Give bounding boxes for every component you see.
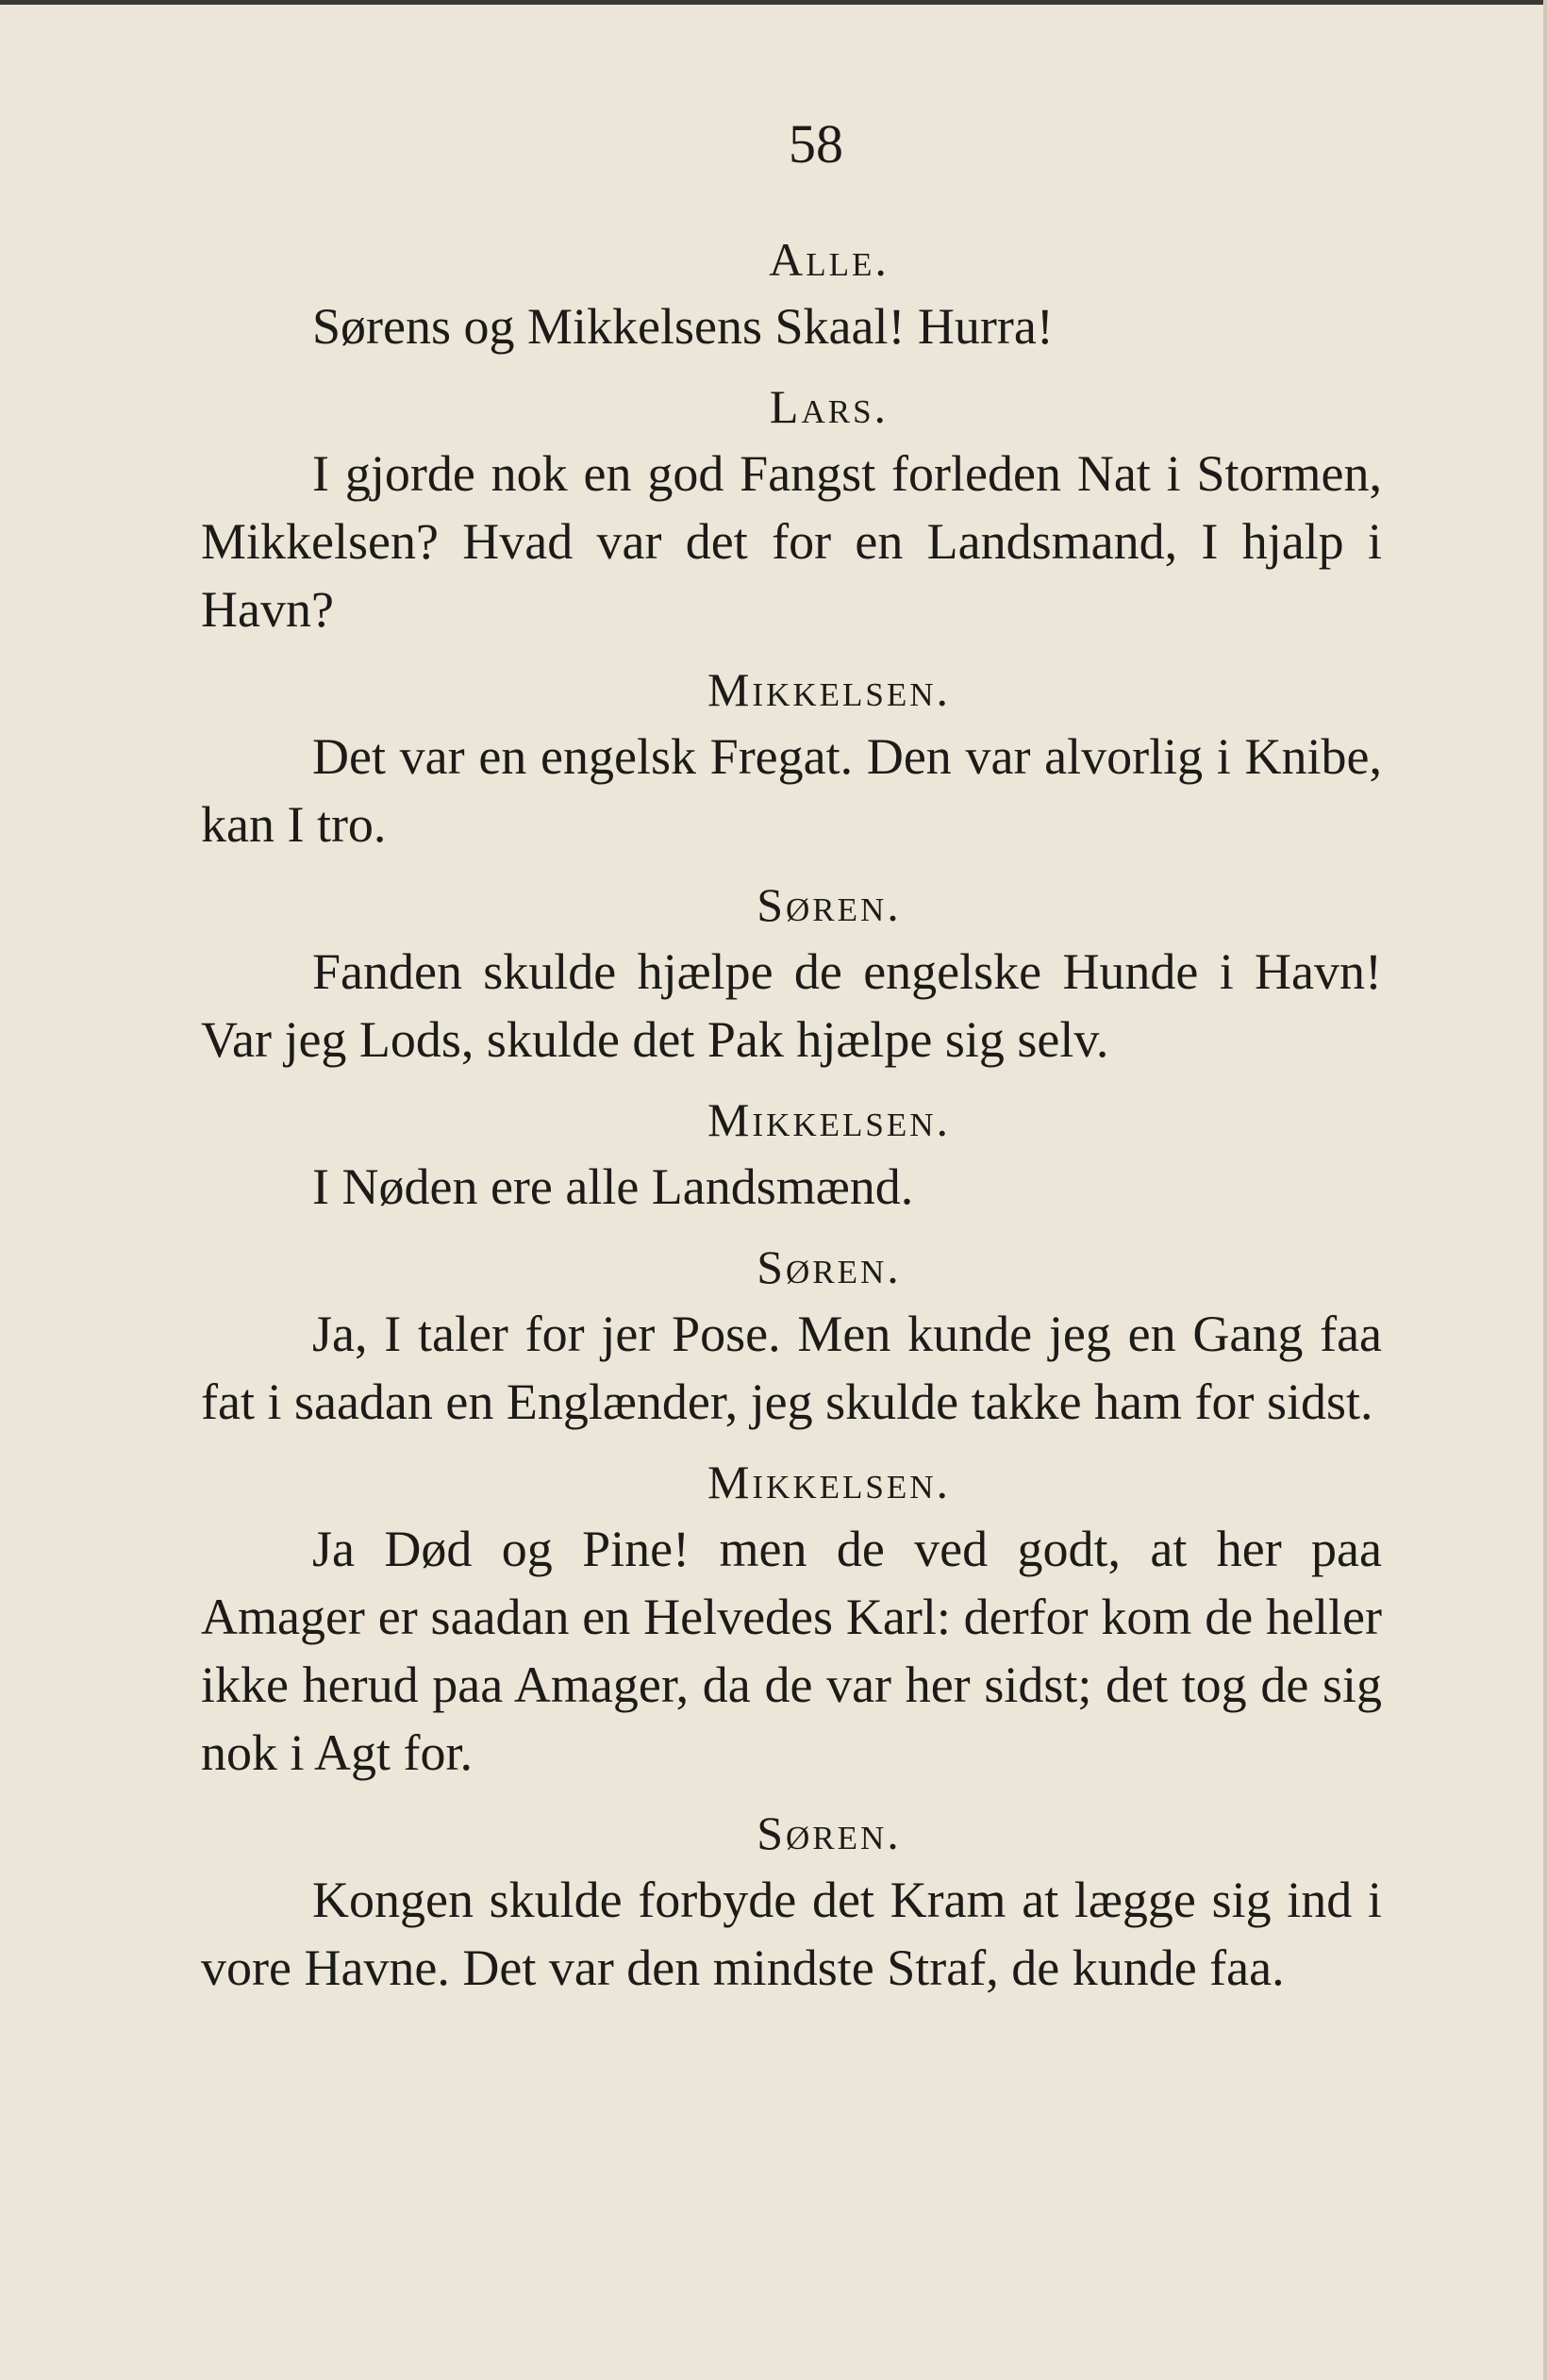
page-top-edge	[0, 0, 1547, 5]
speaker-heading: Søren.	[757, 1806, 902, 1859]
speaker-heading: Søren.	[757, 1240, 902, 1293]
speaker-heading: Mikkelsen.	[707, 1093, 952, 1146]
speech-paragraph: I Nøden ere alle Landsmænd.	[312, 1158, 914, 1215]
speech-paragraph: I gjorde nok en god Fangst forleden Nat i Stormen, Mikkelsen? Hvad var det for en Landsmand, I hjalp i Havn?	[201, 445, 1382, 638]
speaker-heading: Mikkelsen.	[707, 1456, 952, 1508]
speech-paragraph: Det var en engelsk Fregat. Den var alvorlig i Knibe, kan I tro.	[201, 728, 1382, 853]
speech-paragraph: Kongen skulde forbyde det Kram at lægge sig ind i vore Havne. Det var den mindste Straf, de kunde faa.	[201, 1872, 1382, 1996]
speech-paragraph: Fanden skulde hjælpe de engelske Hunde i Havn! Var jeg Lods, skulde det Pak hjælpe sig selv.	[201, 943, 1382, 1068]
speaker-heading: Mikkelsen.	[707, 663, 952, 716]
page-number: 58	[789, 113, 843, 175]
speaker-heading: Alle.	[769, 233, 890, 286]
speech-paragraph: Ja, I taler for jer Pose. Men kunde jeg en Gang faa fat i saadan en Englænder, jeg skulde takke ham for sidst.	[201, 1306, 1382, 1430]
speaker-heading: Søren.	[757, 878, 902, 931]
dialogue-text	[201, 226, 1382, 2015]
speech-paragraph: Sørens og Mikkelsens Skaal! Hurra!	[312, 298, 1054, 355]
speaker-heading: Lars.	[769, 380, 890, 433]
speech-paragraph: Ja Død og Pine! men de ved godt, at her paa Amager er saadan en Helvedes Karl: derfor kom de heller ikke herud paa Amager, da de var her sidst; det tog de sig nok i Agt for.	[201, 1521, 1382, 1781]
page-right-edge	[1543, 0, 1547, 2380]
